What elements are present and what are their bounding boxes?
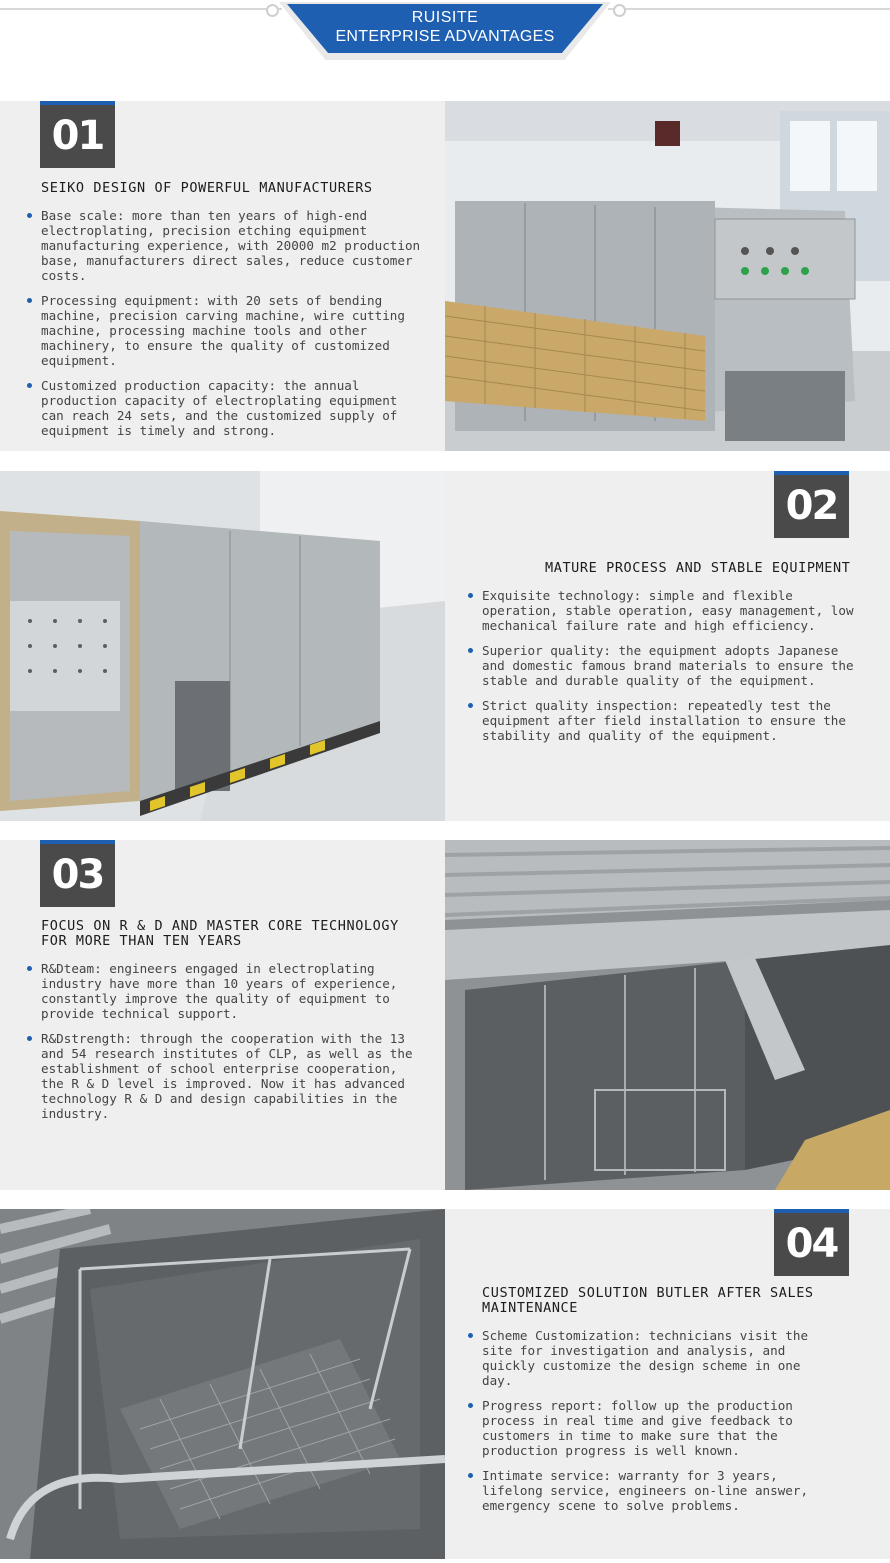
section-title: MATURE PROCESS AND STABLE EQUIPMENT: [545, 560, 851, 576]
section-bullet-list: [26, 208, 424, 448]
section-bullet-list: [467, 1328, 837, 1523]
section-photo-wire-basket: [0, 1209, 445, 1559]
header-title: ENTERPRISE ADVANTAGES: [335, 28, 555, 45]
header-banner: [0, 0, 890, 100]
bullet-item: Processing equipment: with 20 sets of bending machine, precision carving machine, wire cutting machine, processing machine tools and other machinery, to ensure the quality of customized equipment.: [26, 293, 424, 368]
bullet-item: R&Dstrength: through the cooperation with the 13 and 54 research institutes of CLP, as well as the establishment of school enterprise cooperation, the R & D level is improved. Now it has advanced technology R & D and design capabilities in the industry.: [26, 1031, 424, 1121]
section-number-badge: 01: [40, 101, 115, 168]
section-title: SEIKO DESIGN OF POWERFUL MANUFACTURERS: [41, 180, 373, 196]
bullet-item: R&Dteam: engineers engaged in electroplating industry have more than 10 years of experience, constantly improve the quality of equipment to provide technical support.: [26, 961, 424, 1021]
bullet-item: Customized production capacity: the annual production capacity of electroplating equipment can reach 24 sets, and the customized supply of equipment is timely and strong.: [26, 378, 424, 438]
header-brand: RUISITE: [411, 9, 479, 26]
section-title: CUSTOMIZED SOLUTION BUTLER AFTER SALES MAINTENANCE: [482, 1285, 814, 1316]
advantage-section-03: [0, 840, 890, 1190]
bullet-item: Scheme Customization: technicians visit the site for investigation and analysis, and quickly customize the design scheme in one day.: [467, 1328, 837, 1388]
header-left-rule: [0, 8, 282, 10]
header-right-rule: [608, 8, 890, 10]
section-number-badge: 03: [40, 840, 115, 907]
bullet-item: Exquisite technology: simple and flexible operation, stable operation, easy management, low mechanical failure rate and high efficiency.: [467, 588, 865, 633]
section-photo-tank-interior: [445, 840, 890, 1190]
bullet-item: Base scale: more than ten years of high-end electroplating, precision etching equipment manufacturing experience, with 20000 m2 production base, manufacturers direct sales, reduce customer costs.: [26, 208, 424, 283]
bullet-item: Superior quality: the equipment adopts Japanese and domestic famous brand materials to ensure the stable and durable quality of the equipment.: [467, 643, 865, 688]
advantage-section-02: [0, 471, 890, 821]
section-bullet-list: [26, 961, 424, 1131]
section-title: FOCUS ON R & D AND MASTER CORE TECHNOLOGY FOR MORE THAN TEN YEARS: [41, 918, 399, 949]
bullet-item: Intimate service: warranty for 3 years, lifelong service, engineers on-line answer, emergency scene to solve problems.: [467, 1468, 837, 1513]
advantage-section-01: [0, 101, 890, 451]
bullet-item: Strict quality inspection: repeatedly test the equipment after field installation to ensure the stability and quality of the equipment.: [467, 698, 865, 743]
section-number-badge: 04: [774, 1209, 849, 1276]
header-left-dot: [266, 4, 279, 17]
section-photo-etching-machine: [445, 101, 890, 451]
advantage-section-04: [0, 1209, 890, 1559]
section-number-badge: 02: [774, 471, 849, 538]
bullet-item: Progress report: follow up the production process in real time and give feedback to customers in time to make sure that the production progress is well known.: [467, 1398, 837, 1458]
section-bullet-list: [467, 588, 865, 753]
header-right-dot: [613, 4, 626, 17]
section-photo-production-line: [0, 471, 445, 821]
